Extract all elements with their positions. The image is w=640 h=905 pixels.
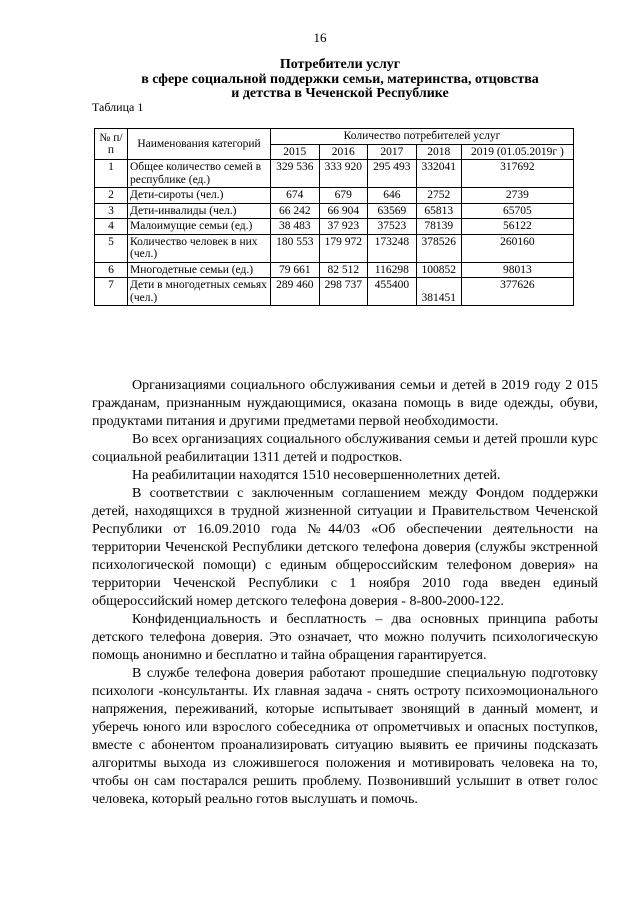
row-value: 100852 (416, 262, 461, 278)
row-name: Дети в многодетных семьях (чел.) (128, 278, 271, 306)
header-num: № п/п (95, 129, 128, 160)
paragraph: Конфиденциальность и бесплатность – два основных принципа работы детского телефона доверия. Это означает, что можно получить психологическую помощь анонимно и бесплатно и тайна обращения гарантируется. (92, 612, 598, 663)
title-line-2: в сфере социальной поддержки семьи, материнства, отцовства (141, 71, 539, 87)
table-row (95, 219, 574, 235)
row-value: 455400 (368, 278, 417, 306)
header-name: Наименования категорий (128, 129, 271, 160)
row-value: 116298 (368, 262, 417, 278)
header-year: 2015 (271, 144, 320, 160)
table-header-row (95, 129, 574, 145)
header-year: 2017 (368, 144, 417, 160)
row-num: 6 (95, 262, 128, 278)
row-value: 2752 (416, 188, 461, 204)
row-value: 260160 (461, 234, 573, 262)
document-title (60, 58, 620, 102)
row-value: 381451 (416, 278, 461, 306)
row-value: 63569 (368, 203, 417, 219)
row-value: 377626 (461, 278, 573, 306)
header-group: Количество потребителей услуг (271, 129, 574, 145)
row-value: 679 (319, 188, 368, 204)
title-line-1: Потребители услуг (279, 57, 401, 72)
table-row (95, 278, 574, 306)
row-value: 56122 (461, 219, 573, 235)
row-value: 65813 (416, 203, 461, 219)
paragraph: На реабилитации находятся 1510 несовершеннолетних детей. (132, 468, 501, 483)
row-value: 329 536 (271, 160, 320, 188)
row-value: 66 242 (271, 203, 320, 219)
row-num: 7 (95, 278, 128, 306)
row-value: 646 (368, 188, 417, 204)
row-value: 317692 (461, 160, 573, 188)
table-row (95, 188, 574, 204)
row-value: 332041 (416, 160, 461, 188)
paragraph: В соответствии с заключенным соглашением между Фондом поддержки детей, находящихся в трудной жизненной ситуации и Правительством Чеченской Республики от 16.09.2010 года №44/03 «Об обеспечении деятельности на территории Чеченской Республики детского телефона доверия (службы экстренной психологической помощи) с единым общероссийским телефоном доверия» на территории Чеченской Республики с 1 ноября 2010 года введен единый общероссийский номер детского телефона доверия - 8-800-2000-122. (92, 486, 598, 609)
row-value: 173248 (368, 234, 417, 262)
row-value: 65705 (461, 203, 573, 219)
row-num: 1 (95, 160, 128, 188)
table-row (95, 203, 574, 219)
row-name: Дети-сироты (чел.) (128, 188, 271, 204)
row-value: 66 904 (319, 203, 368, 219)
row-value: 82 512 (319, 262, 368, 278)
row-value: 38 483 (271, 219, 320, 235)
body-text (92, 377, 598, 809)
row-num: 4 (95, 219, 128, 235)
row-value: 295 493 (368, 160, 417, 188)
header-year: 2019 (01.05.2019г ) (461, 144, 573, 160)
row-value: 37523 (368, 219, 417, 235)
row-num: 3 (95, 203, 128, 219)
paragraph: Во всех организациях социального обслуживания семьи и детей прошли курс социальной реабилитации 1311 детей и подростков. (92, 432, 598, 465)
header-year: 2018 (416, 144, 461, 160)
row-value: 674 (271, 188, 320, 204)
row-value: 179 972 (319, 234, 368, 262)
row-num: 2 (95, 188, 128, 204)
row-name: Малоимущие семьи (ед.) (128, 219, 271, 235)
consumers-table (94, 128, 574, 306)
row-value: 180 553 (271, 234, 320, 262)
table-row (95, 262, 574, 278)
table-row (95, 160, 574, 188)
row-value: 98013 (461, 262, 573, 278)
row-name: Общее количество семей в республике (ед.) (128, 160, 271, 188)
row-value: 333 920 (319, 160, 368, 188)
row-name: Дети-инвалиды (чел.) (128, 203, 271, 219)
row-value: 37 923 (319, 219, 368, 235)
paragraph: В службе телефона доверия работают прошедшие специальную подготовку психологи -консультанты. Их главная задача - снять остроту психоэмоционального напряжения, переживаний, которые испытывает звонящий в данный момент, и уберечь юного или взрослого собеседника от опрометчивых и опасных поступков, вместе с абонентом проанализировать ситуацию выявить ее причины подсказать алгоритмы выхода из сложившегося положения и мотивировать человека на то, чтобы он сам постарался решить проблему. Позвонивший услышит в ответ голос человека, который реально готов выслушать и помочь. (92, 666, 598, 807)
row-name: Многодетные семьи (ед.) (128, 262, 271, 278)
row-value: 2739 (461, 188, 573, 204)
page-number: 16 (313, 30, 327, 45)
row-num: 5 (95, 234, 128, 262)
title-line-3: и детства в Чеченской Республике (231, 86, 449, 101)
row-value: 378526 (416, 234, 461, 262)
table-row (95, 234, 574, 262)
row-value: 289 460 (271, 278, 320, 306)
table-caption: Таблица 1 (92, 100, 144, 114)
row-value: 78139 (416, 219, 461, 235)
paragraph: Организациями социального обслуживания семьи и детей в 2019 году 2 015 гражданам, признанным нуждающимися, оказана помощь в виде одежды, обуви, продуктами питания и другими предметами первой необходимости. (92, 378, 598, 429)
row-value: 298 737 (319, 278, 368, 306)
row-name: Количество человек в них (чел.) (128, 234, 271, 262)
row-value: 79 661 (271, 262, 320, 278)
header-year: 2016 (319, 144, 368, 160)
